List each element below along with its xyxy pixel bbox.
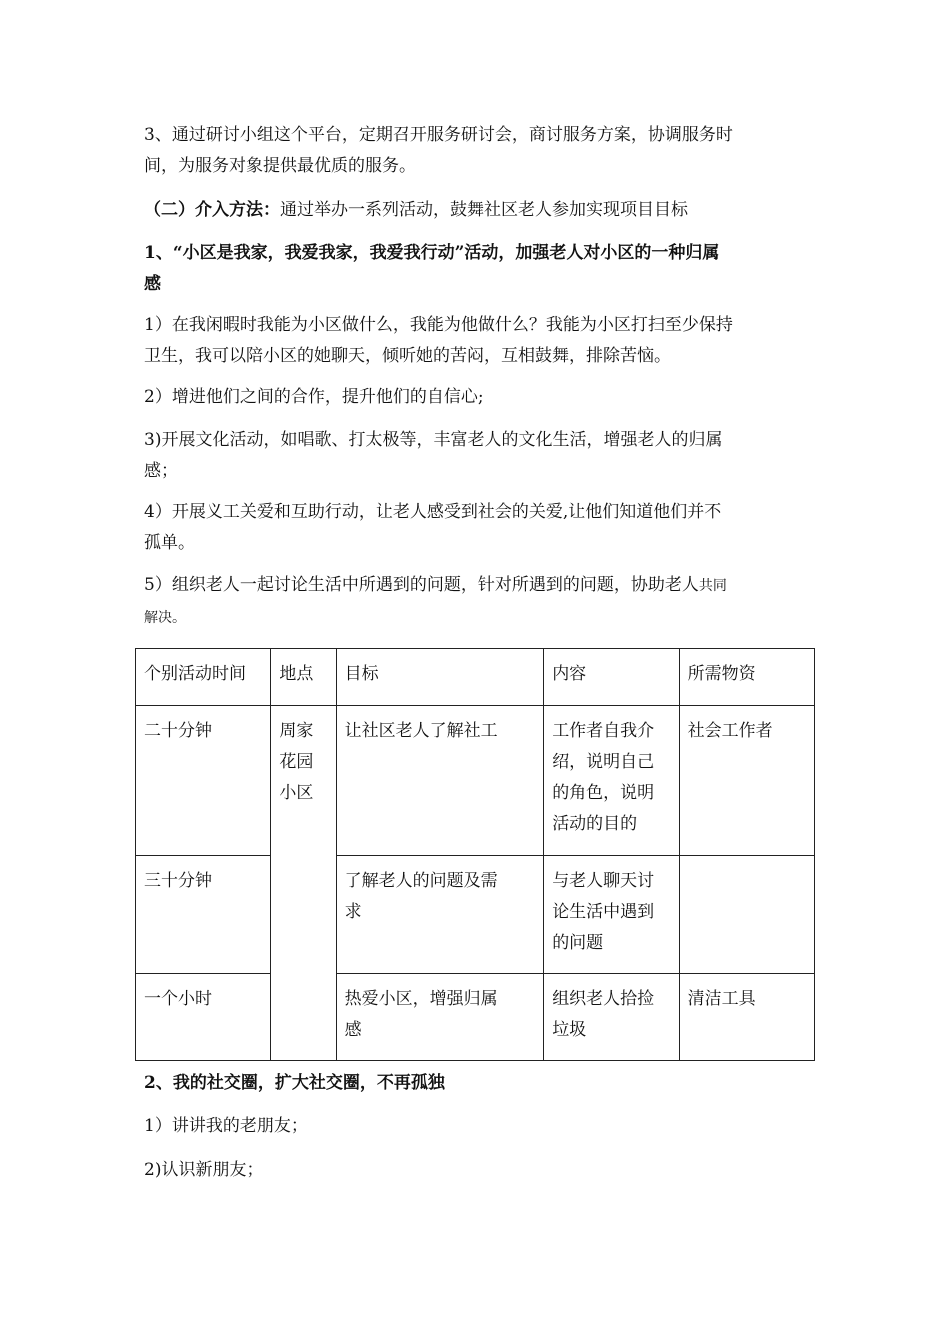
table-cell-location: 周家 花园 小区 [271,706,336,1061]
table-row [136,856,815,974]
table-header-materials: 所需物资 [679,649,814,706]
table-cell-materials: 社会工作者 [679,706,814,856]
list-item-friends-old [144,1111,814,1142]
table-row [136,974,815,1061]
table-cell-materials [679,856,814,974]
list-item-1-line2: 卫生，我可以陪小区的她聊天，倾听她的苦闷，互相鼓舞，排除苦恼。 [144,346,671,366]
list-item-3 [144,425,814,487]
table-cell-time: 二十分钟 [136,706,271,856]
activity-2-heading-text: 2、我的社交圈，扩大社交圈，不再孤独 [144,1073,445,1093]
table-header-location: 地点 [271,649,336,706]
list-item-1-line1: 1）在我闲暇时我能为小区做什么，我能为他做什么？我能为小区打扫至少保持 [144,315,733,335]
list-item-4-line2: 孤单。 [144,533,195,553]
activity-1-heading-line2: 感 [144,274,161,294]
list-item-5-line1: 5）组织老人一起讨论生活中所遇到的问题，针对所遇到的问题，协助老人 [144,575,699,595]
table-cell-materials: 清洁工具 [679,974,814,1061]
list-item-2-text: 2）增进他们之间的合作，提升他们的自信心; [144,387,484,407]
section-heading-text: 通过举办一系列活动，鼓舞社区老人参加实现项目目标 [280,200,688,220]
table-row [136,706,815,856]
list-item-friends-new [144,1155,814,1186]
paragraph-forum-line1: 3、通过研讨小组这个平台，定期召开服务研讨会，商讨服务方案，协调服务时 [144,125,733,145]
table-cell-time: 一个小时 [136,974,271,1061]
table-cell-goal: 让社区老人了解社工 [336,706,544,856]
activity-1-heading [144,238,814,300]
section-heading-label: （二）介入方法： [144,200,280,220]
table-cell-content: 与老人聊天讨 论生活中遇到 的问题 [544,856,679,974]
paragraph-forum-line2: 间，为服务对象提供最优质的服务。 [144,156,416,176]
list-item-friends-new-text: 2)认识新朋友； [144,1160,264,1180]
activity-table [135,648,815,1061]
activity-1-heading-line1: 1、“小区是我家，我爱我家，我爱我行动”活动，加强老人对小区的一种归属 [144,243,720,263]
list-item-4 [144,497,814,559]
table-header-row [136,649,815,706]
table-cell-time: 三十分钟 [136,856,271,974]
table-cell-content: 组织老人拾捡 垃圾 [544,974,679,1061]
table-cell-content: 工作者自我介 绍，说明自己 的角色，说明 活动的目的 [544,706,679,856]
list-item-5-line1-small: 共同 [698,578,727,594]
table-header-goal: 目标 [336,649,544,706]
paragraph-forum [144,120,814,182]
section-intervention-methods [144,195,814,226]
list-item-2 [144,382,814,413]
list-item-3-line2: 感； [144,461,178,481]
list-item-friends-old-text: 1）讲讲我的老朋友； [144,1116,308,1136]
list-item-5 [144,570,814,634]
table-header-time: 个别活动时间 [136,649,271,706]
list-item-5-line2: 解决。 [144,610,186,626]
activity-2-heading [144,1068,814,1099]
list-item-3-line1: 3)开展文化活动，如唱歌、打太极等，丰富老人的文化生活，增强老人的归属 [144,430,723,450]
table-cell-goal: 热爱小区，增强归属 感 [336,974,544,1061]
table-cell-goal: 了解老人的问题及需 求 [336,856,544,974]
table-header-content: 内容 [544,649,679,706]
list-item-1 [144,310,814,372]
list-item-4-line1: 4）开展义工关爱和互助行动，让老人感受到社会的关爱,让他们知道他们并不 [144,502,722,522]
